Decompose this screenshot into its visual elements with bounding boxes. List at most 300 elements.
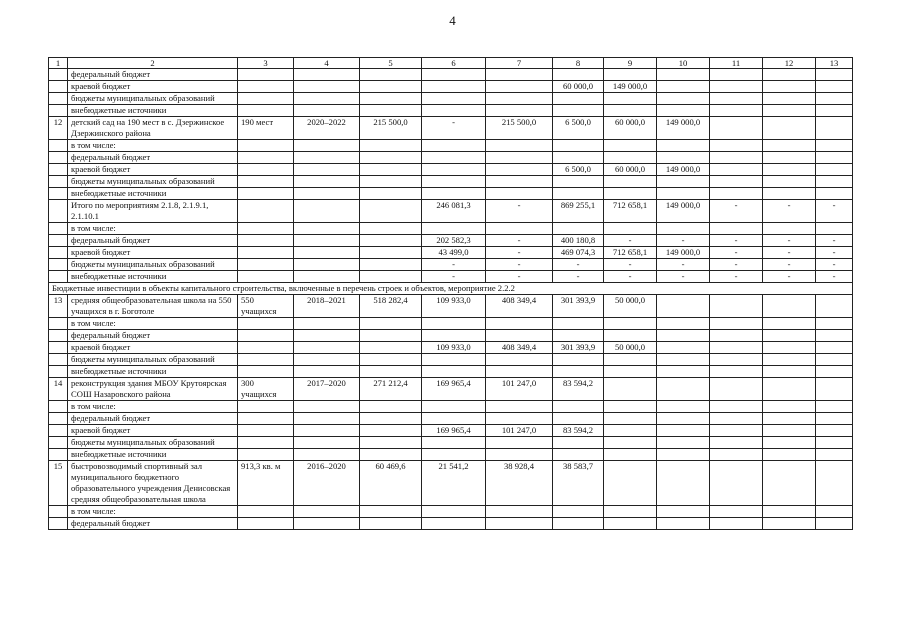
table-cell [710, 223, 763, 235]
row-label-cell: внебюджетные источники [68, 188, 238, 200]
row-label-cell: в том числе: [68, 223, 238, 235]
table-cell [238, 318, 294, 330]
table-cell [360, 330, 422, 342]
table-cell: - [657, 235, 710, 247]
table-row [49, 401, 853, 413]
table-cell: 300 учащихся [238, 378, 294, 401]
section-title: Бюджетные инвестиции в объекты капитального строительства, включенные в перечень строек и объектов, мероприятие 2.2.2 [49, 283, 853, 295]
table-cell [422, 140, 486, 152]
table-cell: 2020–2022 [294, 117, 360, 140]
table-cell [360, 342, 422, 354]
table-cell [360, 271, 422, 283]
table-cell: - [710, 235, 763, 247]
table-cell [294, 105, 360, 117]
table-cell [657, 188, 710, 200]
table-cell [422, 69, 486, 81]
table-cell [360, 69, 422, 81]
row-label-cell: внебюджетные источники [68, 271, 238, 283]
table-cell [710, 140, 763, 152]
section-row [49, 283, 853, 295]
table-cell [604, 140, 657, 152]
table-cell [294, 188, 360, 200]
table-cell: 21 541,2 [422, 461, 486, 506]
row-label-cell: Итого по мероприятиям 2.1.8, 2.1.9.1, 2.1.10.1 [68, 200, 238, 223]
table-cell [604, 506, 657, 518]
table-cell [486, 518, 553, 530]
table-cell [553, 93, 604, 105]
table-cell: - [763, 235, 816, 247]
table-cell [657, 518, 710, 530]
row-label-cell: средняя общеобразовательная школа на 550 учащихся в г. Боготоле [68, 295, 238, 318]
table-cell [763, 81, 816, 93]
table-cell [710, 378, 763, 401]
row-label-cell: бюджеты муниципальных образований [68, 176, 238, 188]
table-cell: 12 [49, 117, 68, 140]
table-cell: 149 000,0 [657, 200, 710, 223]
table-row [49, 200, 853, 223]
column-number: 10 [657, 58, 710, 69]
table-row [49, 378, 853, 401]
table-cell [238, 342, 294, 354]
table-cell [553, 366, 604, 378]
table-cell [816, 354, 853, 366]
table-cell [422, 318, 486, 330]
row-label-cell: в том числе: [68, 318, 238, 330]
table-row [49, 176, 853, 188]
table-cell: 913,3 кв. м [238, 461, 294, 506]
table-cell [553, 401, 604, 413]
table-cell [604, 366, 657, 378]
column-number: 3 [238, 58, 294, 69]
row-label-cell: бюджеты муниципальных образований [68, 437, 238, 449]
table-cell [294, 259, 360, 271]
table-cell [422, 437, 486, 449]
table-cell [763, 93, 816, 105]
table-cell [486, 401, 553, 413]
table-row [49, 271, 853, 283]
table-cell [360, 318, 422, 330]
table-cell [294, 413, 360, 425]
table-row [49, 449, 853, 461]
table-cell [486, 449, 553, 461]
column-number: 1 [49, 58, 68, 69]
table-cell [657, 449, 710, 461]
table-cell [816, 152, 853, 164]
table-cell [294, 271, 360, 283]
table-cell [360, 81, 422, 93]
table-row [49, 506, 853, 518]
table-cell [422, 506, 486, 518]
column-number: 6 [422, 58, 486, 69]
table-cell [604, 378, 657, 401]
table-cell [486, 188, 553, 200]
table-cell: 50 000,0 [604, 342, 657, 354]
table-cell [816, 318, 853, 330]
table-cell [816, 378, 853, 401]
table-cell [49, 152, 68, 164]
table-cell [238, 354, 294, 366]
table-cell [294, 235, 360, 247]
table-cell [486, 318, 553, 330]
table-cell [657, 437, 710, 449]
table-cell: 190 мест [238, 117, 294, 140]
table-cell: - [816, 247, 853, 259]
table-cell [49, 506, 68, 518]
table-row [49, 461, 853, 506]
table-cell [294, 401, 360, 413]
table-cell: 6 500,0 [553, 164, 604, 176]
table-cell [816, 330, 853, 342]
table-cell: 43 499,0 [422, 247, 486, 259]
table-cell: - [553, 259, 604, 271]
table-row [49, 152, 853, 164]
column-number: 5 [360, 58, 422, 69]
table-cell: - [657, 259, 710, 271]
table-cell [360, 93, 422, 105]
table-cell [49, 259, 68, 271]
table-cell [604, 176, 657, 188]
table-cell [422, 164, 486, 176]
table-cell [763, 223, 816, 235]
column-number: 9 [604, 58, 657, 69]
table-row [49, 105, 853, 117]
table-cell [710, 93, 763, 105]
table-cell [486, 506, 553, 518]
table-cell [553, 354, 604, 366]
table-cell [657, 401, 710, 413]
table-cell [238, 81, 294, 93]
table-cell [710, 366, 763, 378]
table-cell [238, 152, 294, 164]
row-label-cell: краевой бюджет [68, 425, 238, 437]
table-cell [710, 342, 763, 354]
table-cell: 400 180,8 [553, 235, 604, 247]
table-cell: - [486, 259, 553, 271]
table-cell: 550 учащихся [238, 295, 294, 318]
table-cell [710, 81, 763, 93]
table-cell [553, 413, 604, 425]
table-cell: 109 933,0 [422, 342, 486, 354]
column-number: 11 [710, 58, 763, 69]
table-cell: - [486, 271, 553, 283]
table-cell [486, 176, 553, 188]
table-cell [360, 449, 422, 461]
table-cell [553, 105, 604, 117]
table-cell [763, 378, 816, 401]
table-cell: 169 965,4 [422, 378, 486, 401]
table-cell: 101 247,0 [486, 378, 553, 401]
table-cell [710, 318, 763, 330]
table-cell: - [486, 247, 553, 259]
table-cell [422, 413, 486, 425]
table-cell [238, 401, 294, 413]
page-number: 4 [449, 13, 456, 28]
table-row [49, 330, 853, 342]
table-cell [816, 188, 853, 200]
table-cell [486, 105, 553, 117]
table-cell [553, 69, 604, 81]
table-cell [710, 330, 763, 342]
table-cell [553, 223, 604, 235]
table-cell [360, 259, 422, 271]
table-cell [604, 188, 657, 200]
table-cell: 518 282,4 [360, 295, 422, 318]
table-cell [657, 93, 710, 105]
table-cell [763, 140, 816, 152]
table-cell [294, 81, 360, 93]
table-cell [763, 506, 816, 518]
table-cell [710, 518, 763, 530]
row-label-cell: внебюджетные источники [68, 366, 238, 378]
table-cell [360, 152, 422, 164]
table-cell [710, 117, 763, 140]
table-cell [553, 152, 604, 164]
table-cell [710, 449, 763, 461]
table-cell [657, 176, 710, 188]
row-label-cell: быстровозводимый спортивный зал муниципального бюджетного образовательного учреждения Денисовская средняя общеобразовательная школа [68, 461, 238, 506]
table-cell: - [816, 271, 853, 283]
table-cell: 50 000,0 [604, 295, 657, 318]
table-row [49, 259, 853, 271]
row-label-cell: в том числе: [68, 140, 238, 152]
table-cell [49, 342, 68, 354]
row-label-cell: краевой бюджет [68, 247, 238, 259]
table-cell [49, 140, 68, 152]
table-row [49, 318, 853, 330]
column-number: 4 [294, 58, 360, 69]
table-cell [294, 93, 360, 105]
table-cell [604, 93, 657, 105]
table-cell [294, 330, 360, 342]
table-cell: 301 393,9 [553, 342, 604, 354]
row-label-cell: федеральный бюджет [68, 330, 238, 342]
table-cell [360, 518, 422, 530]
table-cell [604, 437, 657, 449]
table-cell [294, 342, 360, 354]
table-cell [49, 366, 68, 378]
table-cell: 408 349,4 [486, 342, 553, 354]
table-cell [238, 413, 294, 425]
table-cell [360, 105, 422, 117]
table-cell [49, 176, 68, 188]
table-cell [422, 366, 486, 378]
table-cell [763, 354, 816, 366]
table-cell [294, 506, 360, 518]
table-cell [238, 140, 294, 152]
table-cell [553, 140, 604, 152]
table-row [49, 354, 853, 366]
table-cell [763, 295, 816, 318]
table-header-row [49, 58, 853, 69]
table-cell [486, 354, 553, 366]
table-cell [422, 105, 486, 117]
table-cell [486, 164, 553, 176]
table-cell [657, 506, 710, 518]
table-cell [294, 449, 360, 461]
row-label-cell: в том числе: [68, 401, 238, 413]
table-cell [422, 354, 486, 366]
table-cell: 246 081,3 [422, 200, 486, 223]
table-row [49, 366, 853, 378]
table-cell [553, 176, 604, 188]
table-cell [360, 425, 422, 437]
table-cell [816, 401, 853, 413]
table-cell [294, 437, 360, 449]
table-cell [360, 437, 422, 449]
table-cell: - [763, 271, 816, 283]
table-cell: - [763, 247, 816, 259]
table-cell [360, 223, 422, 235]
row-label-cell: федеральный бюджет [68, 69, 238, 81]
table-cell [553, 330, 604, 342]
table-row [49, 413, 853, 425]
table-cell [49, 318, 68, 330]
table-cell [710, 413, 763, 425]
table-cell [657, 425, 710, 437]
table-cell [294, 164, 360, 176]
table-cell [422, 449, 486, 461]
table-cell: 60 000,0 [604, 117, 657, 140]
table-cell [49, 247, 68, 259]
table-cell [816, 366, 853, 378]
table-cell [710, 437, 763, 449]
table-cell [49, 271, 68, 283]
table-cell: 101 247,0 [486, 425, 553, 437]
table-cell [604, 449, 657, 461]
table-cell [238, 506, 294, 518]
row-label-cell: федеральный бюджет [68, 518, 238, 530]
table-cell [816, 342, 853, 354]
table-cell [49, 425, 68, 437]
table-cell [816, 117, 853, 140]
table-cell [604, 105, 657, 117]
table-cell: 149 000,0 [657, 164, 710, 176]
row-label-cell: краевой бюджет [68, 342, 238, 354]
table-cell [763, 518, 816, 530]
table-cell: - [710, 271, 763, 283]
table-cell [486, 413, 553, 425]
table-cell [238, 105, 294, 117]
row-label-cell: бюджеты муниципальных образований [68, 93, 238, 105]
table-cell [816, 506, 853, 518]
table-cell: - [816, 259, 853, 271]
table-row [49, 437, 853, 449]
table-cell [486, 152, 553, 164]
table-cell [816, 176, 853, 188]
table-cell [238, 176, 294, 188]
table-cell: 60 469,6 [360, 461, 422, 506]
table-cell [763, 437, 816, 449]
table-cell: 149 000,0 [657, 117, 710, 140]
table-cell [238, 259, 294, 271]
table-cell [657, 366, 710, 378]
table-cell [49, 81, 68, 93]
table-cell [238, 69, 294, 81]
table-cell: 2018–2021 [294, 295, 360, 318]
table-cell [710, 354, 763, 366]
table-cell [294, 425, 360, 437]
column-number: 12 [763, 58, 816, 69]
table-cell [238, 449, 294, 461]
table-cell [422, 93, 486, 105]
table-cell [710, 188, 763, 200]
table-cell [763, 342, 816, 354]
table-cell: 60 000,0 [604, 164, 657, 176]
table-cell: 149 000,0 [657, 247, 710, 259]
table-cell [816, 223, 853, 235]
table-cell [486, 81, 553, 93]
table-cell [238, 437, 294, 449]
table-cell: 60 000,0 [553, 81, 604, 93]
table-cell [49, 437, 68, 449]
table-cell [422, 223, 486, 235]
table-cell: 83 594,2 [553, 378, 604, 401]
table-cell [238, 330, 294, 342]
table-cell [238, 271, 294, 283]
table-cell [49, 235, 68, 247]
row-label-cell: краевой бюджет [68, 164, 238, 176]
table-cell: - [763, 259, 816, 271]
table-cell [360, 366, 422, 378]
table-cell: - [710, 247, 763, 259]
table-cell: 408 349,4 [486, 295, 553, 318]
table-cell [238, 235, 294, 247]
table-cell [294, 366, 360, 378]
table-cell [657, 69, 710, 81]
table-cell [604, 401, 657, 413]
column-number: 8 [553, 58, 604, 69]
table-cell [710, 69, 763, 81]
table-cell [816, 413, 853, 425]
table-cell: 169 965,4 [422, 425, 486, 437]
table-cell [294, 140, 360, 152]
table-row [49, 235, 853, 247]
column-number: 2 [68, 58, 238, 69]
table-cell [486, 223, 553, 235]
table-cell [604, 330, 657, 342]
table-cell [657, 140, 710, 152]
table-cell [604, 354, 657, 366]
table-cell [657, 295, 710, 318]
table-cell: - [422, 271, 486, 283]
table-row [49, 223, 853, 235]
table-cell [486, 437, 553, 449]
table-cell [49, 164, 68, 176]
table-cell [604, 461, 657, 506]
table-cell [710, 401, 763, 413]
table-cell [657, 354, 710, 366]
table-cell [657, 330, 710, 342]
table-cell: 215 500,0 [486, 117, 553, 140]
table-cell: 13 [49, 295, 68, 318]
table-cell [49, 449, 68, 461]
table-cell: - [604, 271, 657, 283]
table-row [49, 164, 853, 176]
table-cell [657, 223, 710, 235]
table-cell [486, 366, 553, 378]
table-cell [710, 461, 763, 506]
table-cell [763, 330, 816, 342]
table-cell [486, 69, 553, 81]
table-cell [294, 69, 360, 81]
table-cell [657, 152, 710, 164]
table-cell [49, 105, 68, 117]
table-cell: - [816, 200, 853, 223]
table-cell [238, 366, 294, 378]
table-cell [657, 81, 710, 93]
table-cell [710, 152, 763, 164]
table-cell [604, 223, 657, 235]
